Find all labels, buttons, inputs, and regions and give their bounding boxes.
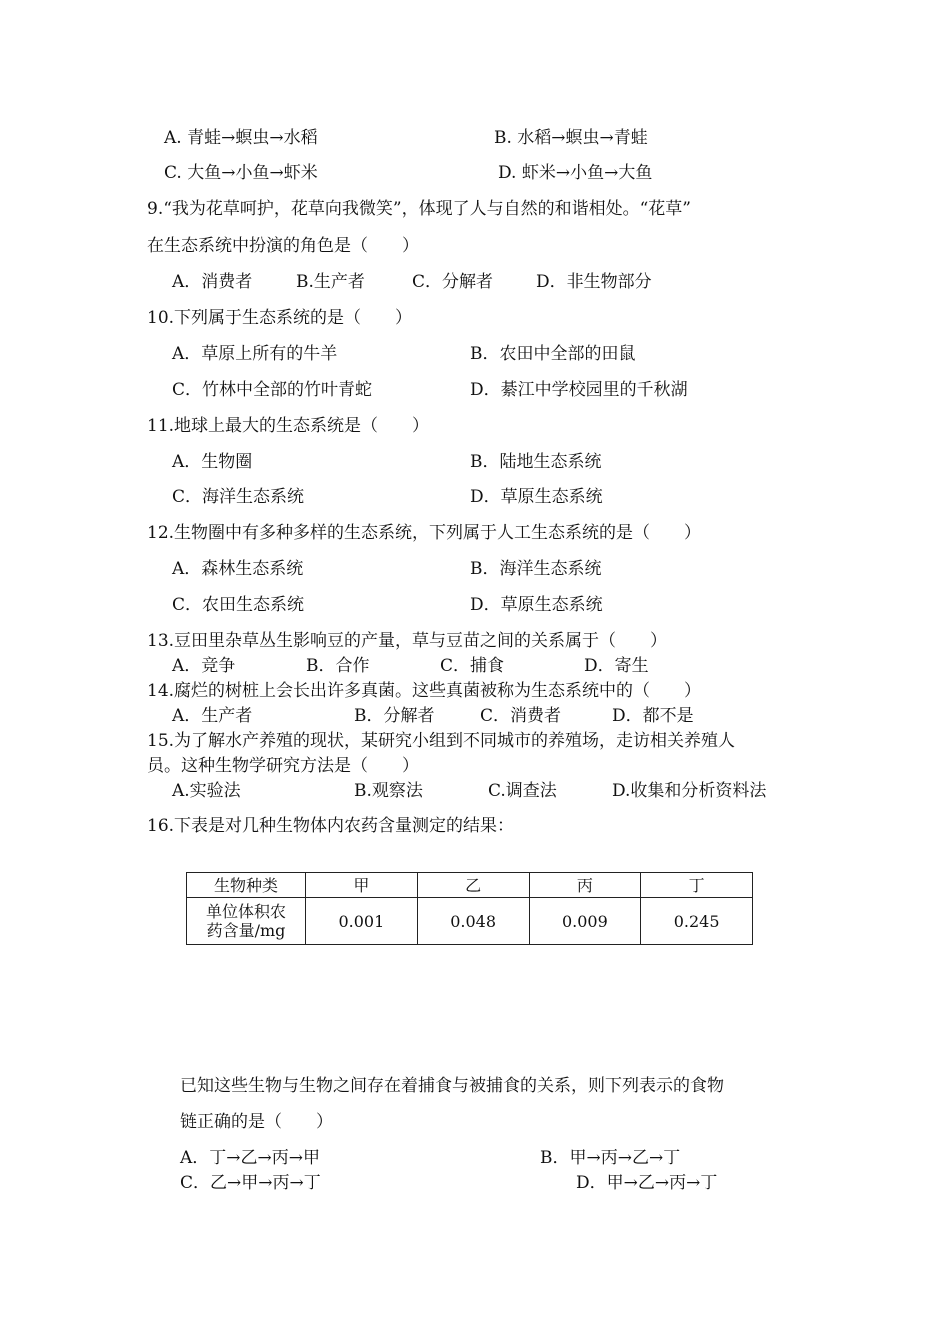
table-row <box>187 873 753 898</box>
q16-stem: 16.下表是对几种生物体内农药含量测定的结果： <box>147 816 515 836</box>
value-cell: 0.048 <box>417 898 529 945</box>
q15-stem-line1: 15.为了解水产养殖的现状，某研究小组到不同城市的养殖场，走访相关养殖人 <box>147 731 736 751</box>
header-line: 药含量/mg <box>206 921 286 940</box>
q15-stem-line2: 员。这种生物学研究方法是（ ） <box>147 756 419 776</box>
q15-option-c: C.调查法 <box>488 781 557 801</box>
q13-option-c: C．捕食 <box>440 656 505 676</box>
q10-stem: 10.下列属于生态系统的是（ ） <box>147 308 413 328</box>
q16-option-b: B．甲→丙→乙→丁 <box>540 1148 681 1168</box>
header-pesticide-content <box>187 898 306 945</box>
q16-option-d: D．甲→乙→丙→丁 <box>576 1173 718 1193</box>
q9-stem-line1: 9.“我为花草呵护，花草向我微笑”，体现了人与自然的和谐相处。“花草” <box>147 199 691 219</box>
q10-option-b: B．农田中全部的田鼠 <box>470 344 636 364</box>
q9-option-a: A．消费者 <box>172 272 253 292</box>
q11-option-d: D．草原生态系统 <box>470 487 603 507</box>
q15-option-a: A.实验法 <box>172 781 241 801</box>
q12-option-d: D．草原生态系统 <box>470 595 603 615</box>
q12-option-c: C．农田生态系统 <box>172 595 305 615</box>
q9-option-c: C．分解者 <box>412 272 494 292</box>
header-line: 单位体积农 <box>205 902 286 921</box>
q11-option-c: C．海洋生态系统 <box>172 487 305 507</box>
q12-option-a: A．森林生态系统 <box>172 559 304 579</box>
species-cell: 甲 <box>306 873 418 898</box>
q11-option-a: A．生物圈 <box>172 452 253 472</box>
q9-option-b: B.生产者 <box>296 272 365 292</box>
q16-option-a: A．丁→乙→丙→甲 <box>180 1148 321 1168</box>
header-species: 生物种类 <box>187 873 306 898</box>
value-cell: 0.245 <box>641 898 753 945</box>
q13-option-b: B．合作 <box>306 656 370 676</box>
q8-option-b: B. 水稻→螟虫→青蛙 <box>494 128 648 148</box>
value-cell: 0.001 <box>306 898 418 945</box>
q16-option-c: C．乙→甲→丙→丁 <box>180 1173 321 1193</box>
q8-option-d: D. 虾米→小鱼→大鱼 <box>498 163 653 183</box>
q14-option-a: A．生产者 <box>172 706 253 726</box>
q14-stem: 14.腐烂的树桩上会长出许多真菌。这些真菌被称为生态系统中的（ ） <box>147 681 702 701</box>
q11-stem: 11.地球上最大的生态系统是（ ） <box>147 416 430 436</box>
pesticide-table <box>186 872 753 945</box>
q12-stem: 12.生物圈中有多种多样的生态系统，下列属于人工生态系统的是（ ） <box>147 523 702 543</box>
q14-option-b: B．分解者 <box>354 706 435 726</box>
value-cell: 0.009 <box>529 898 641 945</box>
q16-stem-line3: 链正确的是（ ） <box>180 1112 333 1132</box>
species-cell: 乙 <box>417 873 529 898</box>
q14-option-c: C．消费者 <box>480 706 562 726</box>
q15-option-d: D.收集和分析资料法 <box>612 781 767 801</box>
q11-option-b: B．陆地生态系统 <box>470 452 602 472</box>
species-cell: 丁 <box>641 873 753 898</box>
q15-option-b: B.观察法 <box>354 781 423 801</box>
q13-stem: 13.豆田里杂草丛生影响豆的产量，草与豆苗之间的关系属于（ ） <box>147 631 668 651</box>
q9-stem-line2: 在生态系统中扮演的角色是（ ） <box>147 236 419 256</box>
q8-option-c: C. 大鱼→小鱼→虾米 <box>164 163 318 183</box>
q13-option-d: D．寄生 <box>584 656 649 676</box>
q9-option-d: D．非生物部分 <box>536 272 652 292</box>
q13-option-a: A．竞争 <box>172 656 236 676</box>
table-row <box>187 898 753 945</box>
species-cell: 丙 <box>529 873 641 898</box>
q10-option-a: A．草原上所有的牛羊 <box>172 344 338 364</box>
q10-option-d: D．綦江中学校园里的千秋湖 <box>470 380 688 400</box>
q10-option-c: C．竹林中全部的竹叶青蛇 <box>172 380 373 400</box>
q16-stem-line2: 已知这些生物与生物之间存在着捕食与被捕食的关系，则下列表示的食物 <box>180 1076 724 1096</box>
q14-option-d: D．都不是 <box>612 706 694 726</box>
q12-option-b: B．海洋生态系统 <box>470 559 602 579</box>
q8-option-a: A. 青蛙→螟虫→水稻 <box>164 128 318 148</box>
